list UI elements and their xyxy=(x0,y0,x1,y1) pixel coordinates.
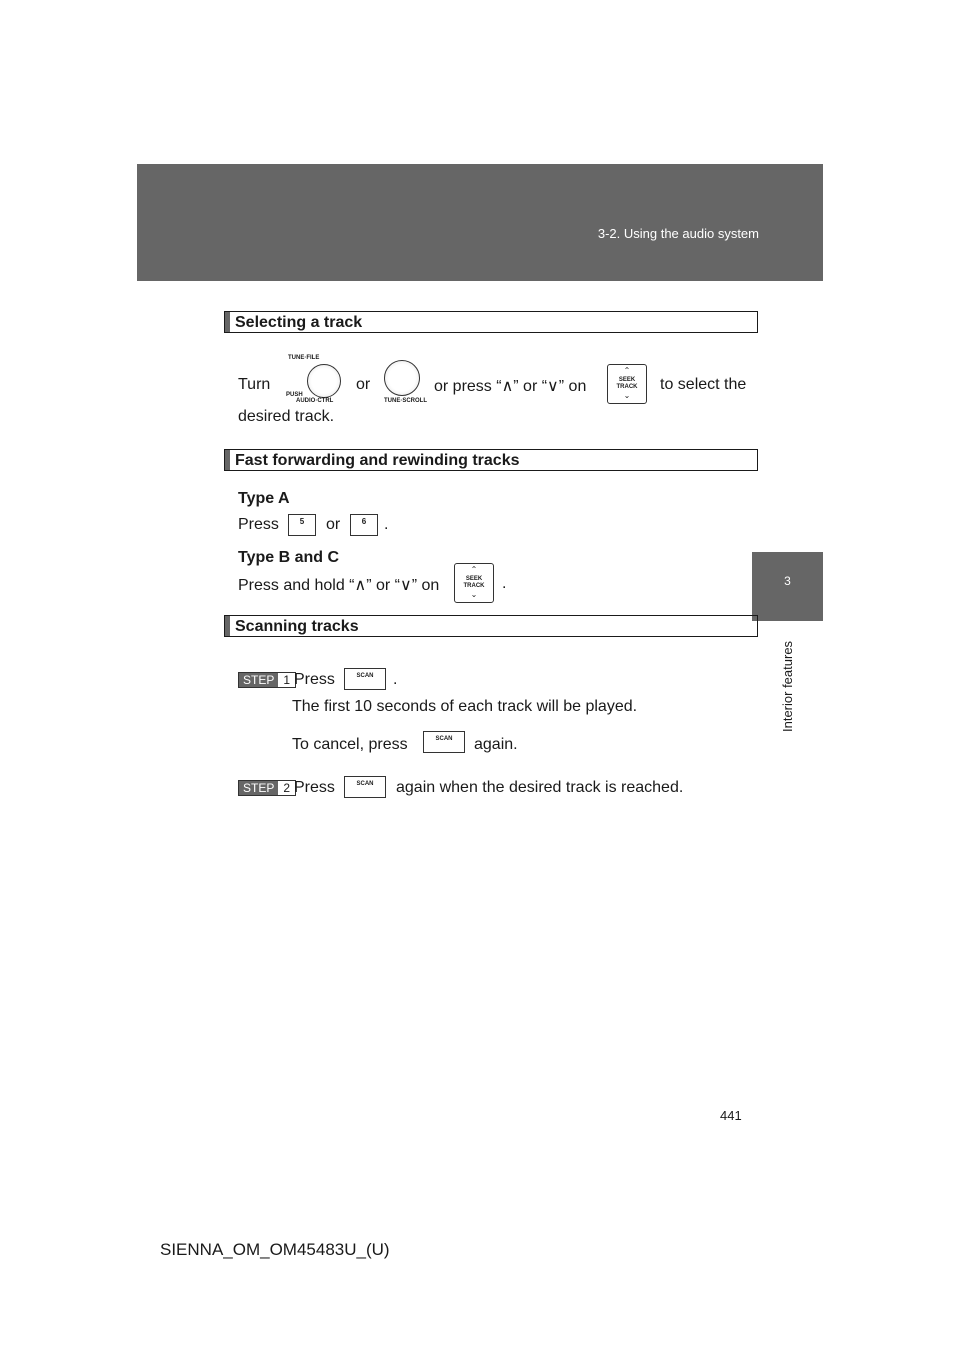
section-header-selecting-track xyxy=(224,311,758,333)
chevron-down-icon: ⌄ xyxy=(470,590,478,599)
text-or: or xyxy=(326,516,341,533)
page-number: 441 xyxy=(720,1108,742,1123)
section-header-marker xyxy=(225,616,230,636)
type-a-heading: Type A xyxy=(238,490,290,507)
seek-track-button-icon xyxy=(607,364,647,404)
step-2-badge: STEP 2 xyxy=(238,780,296,796)
text-press-and-hold: Press and hold “∧” or “∨” on xyxy=(238,577,440,594)
scan-button-icon: SCAN xyxy=(344,776,386,798)
chevron-down-icon: ⌄ xyxy=(623,391,631,400)
chevron-up-icon: ⌃ xyxy=(623,366,631,375)
step-1-badge: STEP 1 xyxy=(238,672,296,688)
section-title-selecting-track: Selecting a track xyxy=(235,314,363,331)
knob-label-tune-scroll: TUNE·SCROLL xyxy=(384,398,427,404)
text-or-press: or press “∧” or “∨” on xyxy=(434,378,587,395)
text-again-reached: again when the desired track is reached. xyxy=(396,779,684,796)
tune-file-knob xyxy=(307,364,341,398)
type-bc-heading: Type B and C xyxy=(238,549,340,566)
text-press: Press xyxy=(294,779,335,796)
chapter-tab xyxy=(752,552,823,621)
seek-track-label: SEEK TRACK xyxy=(463,576,485,589)
preset-6-button-icon: 6 xyxy=(350,514,378,536)
section-title-scanning: Scanning tracks xyxy=(235,618,359,635)
chapter-header-bar xyxy=(137,164,823,281)
knob-label-tune-file: TUNE·FILE xyxy=(288,355,320,361)
section-header-scanning xyxy=(224,615,758,637)
text-press: Press xyxy=(238,516,279,533)
knob-label-push: PUSH xyxy=(286,392,303,398)
section-header-marker xyxy=(225,312,230,332)
text-period: . xyxy=(502,575,507,592)
chapter-title: Interior features xyxy=(780,640,795,732)
preset-5-button-icon: 5 xyxy=(288,514,316,536)
text-period: . xyxy=(393,671,398,688)
document-code: SIENNA_OM_OM45483U_(U) xyxy=(160,1240,390,1259)
text-to-cancel: To cancel, press xyxy=(292,736,408,753)
step-1-note: The first 10 seconds of each track will be played. xyxy=(292,698,638,715)
chapter-number: 3 xyxy=(784,574,791,588)
scan-button-icon: SCAN xyxy=(423,731,465,753)
section-title: 3-2. Using the audio system xyxy=(597,226,759,241)
text-desired-track: desired track. xyxy=(238,408,335,425)
section-header-marker xyxy=(225,450,230,470)
tune-scroll-knob xyxy=(384,360,420,396)
text-or: or xyxy=(356,376,371,393)
seek-track-button-icon xyxy=(454,563,494,603)
text-press: Press xyxy=(294,671,335,688)
section-title-fast-forward: Fast forwarding and rewinding tracks xyxy=(235,452,520,469)
text-again: again. xyxy=(474,736,518,753)
scan-button-icon: SCAN xyxy=(344,668,386,690)
chevron-up-icon: ⌃ xyxy=(470,565,478,574)
text-period: . xyxy=(384,516,389,533)
section-header-fast-forward xyxy=(224,449,758,471)
seek-track-label: SEEK TRACK xyxy=(616,377,638,390)
chapter-title-vertical xyxy=(752,628,823,738)
knob-label-audio-ctrl: AUDIO·CTRL xyxy=(296,398,334,404)
text-to-select: to select the xyxy=(660,376,747,393)
text-turn: Turn xyxy=(238,376,271,393)
